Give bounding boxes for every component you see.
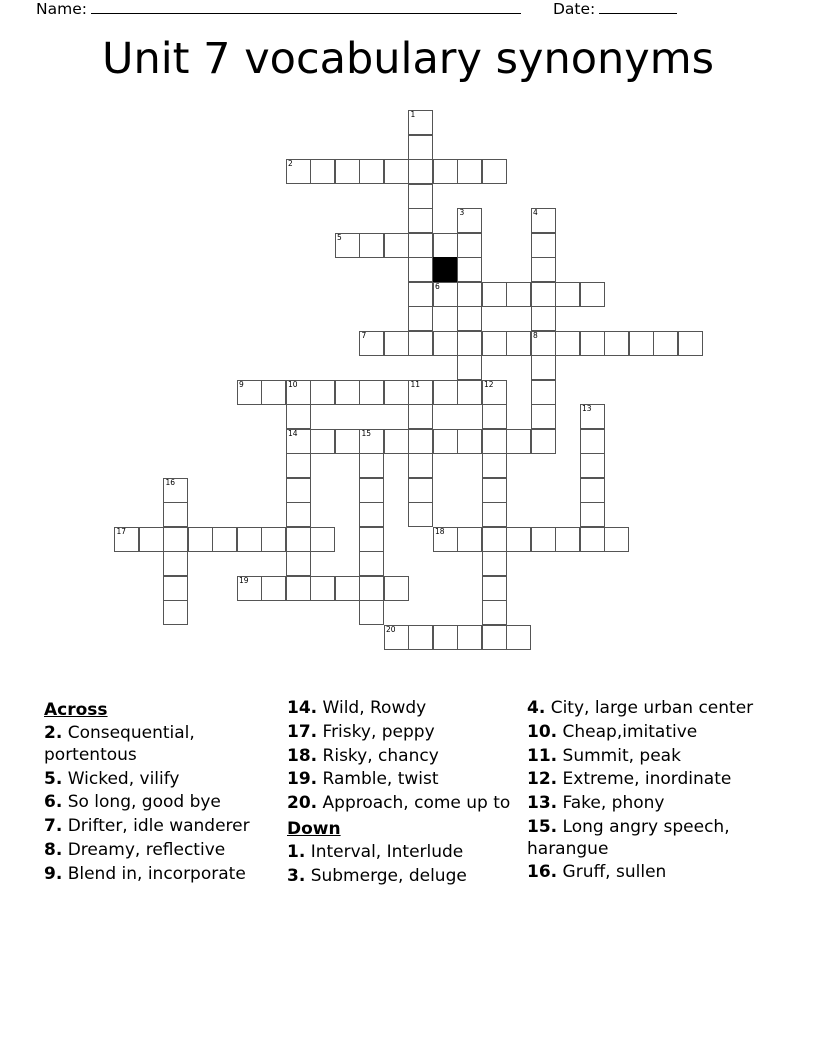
clue-number: 5. <box>44 768 63 789</box>
clue-text: City, large urban center <box>545 698 754 718</box>
clue-number: 7. <box>44 816 63 837</box>
clue-text: Wicked, vilify <box>62 768 180 789</box>
clue-across-5 <box>44 769 279 791</box>
clue-number: 11. <box>527 745 558 766</box>
crossword-cell[interactable] <box>580 478 605 503</box>
crossword-cell[interactable] <box>408 110 433 135</box>
crossword-block-cell <box>433 257 458 282</box>
clue-number: 16. <box>527 862 558 883</box>
crossword-cell[interactable] <box>580 527 605 552</box>
crossword-cell[interactable] <box>482 429 507 454</box>
crossword-cell[interactable] <box>457 257 482 282</box>
crossword-cell[interactable] <box>457 282 482 307</box>
crossword-cell-number: 19 <box>239 575 249 585</box>
crossword-cell-number: 10 <box>288 379 298 389</box>
crossword-cell[interactable] <box>286 380 311 405</box>
crossword-cell[interactable] <box>359 159 384 184</box>
crossword-cell[interactable] <box>335 576 360 601</box>
crossword-cell[interactable] <box>457 233 482 258</box>
crossword-cell[interactable] <box>555 527 580 552</box>
crossword-cell[interactable] <box>457 380 482 405</box>
clue-number: 14. <box>287 698 318 718</box>
crossword-cell[interactable] <box>408 404 433 429</box>
page-title: Unit 7 vocabulary synonyms <box>101 34 714 84</box>
crossword-cell[interactable] <box>555 282 580 307</box>
crossword-cell-number: 13 <box>582 404 592 413</box>
clue-number: 15. <box>527 816 558 837</box>
crossword-cell[interactable] <box>359 600 384 625</box>
crossword-cell[interactable] <box>482 159 507 184</box>
crossword-cell[interactable] <box>457 306 482 331</box>
clue-down-10 <box>527 722 766 744</box>
crossword-cell-number: 6 <box>435 281 440 291</box>
crossword-cell[interactable] <box>433 527 458 552</box>
clue-down-3 <box>287 866 519 888</box>
crossword-cell[interactable] <box>310 527 335 552</box>
clue-text: Drifter, idle wanderer <box>62 816 250 837</box>
crossword-cell[interactable] <box>212 527 237 552</box>
crossword-cell[interactable] <box>482 600 507 625</box>
crossword-cell[interactable] <box>310 429 335 454</box>
crossword-cell[interactable] <box>433 331 458 356</box>
crossword-cell[interactable] <box>359 527 384 552</box>
clue-down-13 <box>527 793 766 815</box>
crossword-cell[interactable] <box>359 233 384 258</box>
crossword-cell[interactable] <box>457 355 482 380</box>
crossword-cell[interactable] <box>531 233 556 258</box>
crossword-cell[interactable] <box>384 159 409 184</box>
crossword-cell-number: 9 <box>239 379 244 389</box>
clue-text: Dreamy, reflective <box>62 839 226 860</box>
crossword-cell[interactable] <box>408 429 433 454</box>
crossword-cell[interactable] <box>408 478 433 503</box>
crossword-cell[interactable] <box>384 576 409 601</box>
crossword-cell[interactable] <box>286 453 311 478</box>
crossword-cell[interactable] <box>457 625 482 650</box>
crossword-cell-number: 14 <box>288 428 298 438</box>
down-heading: Down <box>287 818 341 839</box>
crossword-cell[interactable] <box>531 208 556 233</box>
crossword-cell[interactable] <box>359 429 384 454</box>
clue-number: 17. <box>287 721 318 742</box>
crossword-cell[interactable] <box>237 380 262 405</box>
crossword-cell[interactable] <box>286 404 311 429</box>
crossword-cell[interactable] <box>384 233 409 258</box>
name-label: Name: <box>36 0 87 18</box>
across-heading: Across <box>44 700 108 720</box>
crossword-cell[interactable] <box>408 625 433 650</box>
clue-number: 6. <box>44 792 63 813</box>
crossword-cell[interactable] <box>482 380 507 405</box>
clue-text: Cheap,imitative <box>557 721 698 742</box>
clue-column-3 <box>527 698 774 886</box>
crossword-cell[interactable] <box>457 429 482 454</box>
clue-text: Summit, peak <box>557 745 681 766</box>
crossword-cell-number: 18 <box>435 526 445 536</box>
clue-number: 8. <box>44 839 63 860</box>
crossword-cell[interactable] <box>335 233 360 258</box>
crossword-cell[interactable] <box>433 159 458 184</box>
clue-column-1 <box>44 698 287 887</box>
crossword-cell-number: 12 <box>484 379 494 389</box>
clue-number: 4. <box>527 698 546 718</box>
crossword-cell[interactable] <box>359 576 384 601</box>
clue-number: 10. <box>527 721 558 742</box>
clue-number: 1. <box>287 841 306 862</box>
clue-across-18 <box>287 746 519 768</box>
crossword-cell-number: 8 <box>533 330 538 340</box>
crossword-cell[interactable] <box>506 331 531 356</box>
clue-number: 19. <box>287 769 318 790</box>
crossword-cell[interactable] <box>237 527 262 552</box>
crossword-cell[interactable] <box>261 576 286 601</box>
clue-text: Consequential, portentous <box>44 723 195 765</box>
crossword-cell[interactable] <box>261 527 286 552</box>
crossword-cell[interactable] <box>531 306 556 331</box>
crossword-cell[interactable] <box>163 527 188 552</box>
crossword-cell[interactable] <box>433 429 458 454</box>
crossword-cell[interactable] <box>457 208 482 233</box>
crossword-cell[interactable] <box>580 404 605 429</box>
clue-text: Interval, Interlude <box>305 841 464 862</box>
clue-across-7 <box>44 816 279 838</box>
clue-list <box>44 698 774 889</box>
crossword-cell[interactable] <box>163 502 188 527</box>
clue-number: 13. <box>527 793 558 813</box>
crossword-cell[interactable] <box>408 282 433 307</box>
crossword-cell-number: 15 <box>361 428 372 438</box>
crossword-cell[interactable] <box>286 576 311 601</box>
crossword-cell[interactable] <box>531 380 556 405</box>
crossword-cell[interactable] <box>335 429 360 454</box>
crossword-cell[interactable] <box>506 625 531 650</box>
crossword-cell[interactable] <box>433 380 458 405</box>
crossword-cell[interactable] <box>555 331 580 356</box>
clue-text: Blend in, incorporate <box>62 863 246 884</box>
crossword-cell[interactable] <box>482 282 507 307</box>
crossword-cell[interactable] <box>335 380 360 405</box>
crossword-cell[interactable] <box>408 502 433 527</box>
clue-text: Ramble, twist <box>317 769 439 790</box>
crossword-cell[interactable] <box>286 502 311 527</box>
crossword-cell-number: 5 <box>337 232 342 242</box>
clue-number: 12. <box>527 769 558 790</box>
crossword-cell-number: 16 <box>165 477 176 487</box>
clue-down-15 <box>527 817 766 861</box>
clue-across-9 <box>44 864 279 886</box>
clue-across-8 <box>44 840 279 862</box>
date-label: Date: <box>552 0 596 18</box>
crossword-cell[interactable] <box>531 429 556 454</box>
crossword-cell[interactable] <box>531 282 556 307</box>
clue-text: So long, good bye <box>62 792 221 813</box>
clue-text: Extreme, inordinate <box>557 769 732 790</box>
crossword-cell-number: 11 <box>410 379 421 389</box>
crossword-cell[interactable] <box>678 331 703 356</box>
crossword-cell[interactable] <box>335 159 360 184</box>
crossword-cell[interactable] <box>384 380 409 405</box>
crossword-cell[interactable] <box>139 527 164 552</box>
clue-text: Gruff, sullen <box>557 862 667 883</box>
crossword-cell-number: 7 <box>361 330 367 340</box>
crossword-cell[interactable] <box>408 135 433 160</box>
clue-down-16 <box>527 862 766 884</box>
crossword-cell[interactable] <box>580 453 605 478</box>
crossword-cell[interactable] <box>482 576 507 601</box>
clue-text: Long angry speech, harangue <box>527 816 730 859</box>
crossword-cell[interactable] <box>286 551 311 576</box>
crossword-cell[interactable] <box>408 306 433 331</box>
crossword-cell[interactable] <box>310 380 335 405</box>
clue-across-17 <box>287 722 519 744</box>
crossword-cell[interactable] <box>482 331 507 356</box>
crossword-cell[interactable] <box>482 478 507 503</box>
clue-number: 3. <box>287 865 306 886</box>
crossword-cell[interactable] <box>286 159 311 184</box>
crossword-cell[interactable] <box>188 527 213 552</box>
crossword-cell[interactable] <box>359 380 384 405</box>
crossword-cell[interactable] <box>482 551 507 576</box>
crossword-cell[interactable] <box>359 551 384 576</box>
crossword-cell[interactable] <box>310 576 335 601</box>
crossword-cell[interactable] <box>408 453 433 478</box>
crossword-cell[interactable] <box>408 184 433 209</box>
clue-across-6 <box>44 792 279 814</box>
clue-text: Frisky, peppy <box>317 721 435 742</box>
clue-text: Risky, chancy <box>317 745 439 766</box>
crossword-cell[interactable] <box>629 331 654 356</box>
crossword-cell-number: 4 <box>533 208 538 217</box>
crossword-cell[interactable] <box>482 502 507 527</box>
crossword-cell[interactable] <box>433 282 458 307</box>
crossword-cell[interactable] <box>580 429 605 454</box>
clue-number: 18. <box>287 745 318 766</box>
crossword-cell[interactable] <box>163 551 188 576</box>
crossword-cell[interactable] <box>310 159 335 184</box>
crossword-cell[interactable] <box>237 576 262 601</box>
crossword-cell[interactable] <box>457 331 482 356</box>
crossword-cell[interactable] <box>359 453 384 478</box>
crossword-cell-number: 17 <box>116 526 127 536</box>
crossword-cell[interactable] <box>457 527 482 552</box>
crossword-cell[interactable] <box>482 453 507 478</box>
clue-across-14 <box>287 698 519 720</box>
clue-down-1 <box>287 842 519 864</box>
crossword-cell[interactable] <box>604 527 629 552</box>
crossword-cell-number: 1 <box>410 110 416 119</box>
crossword-cell[interactable] <box>604 331 629 356</box>
crossword-cell[interactable] <box>506 527 531 552</box>
crossword-cell[interactable] <box>384 429 409 454</box>
clue-text: Wild, Rowdy <box>317 698 427 718</box>
clue-text: Approach, come up to <box>317 793 511 813</box>
crossword-cell[interactable] <box>531 404 556 429</box>
clue-number: 2. <box>44 723 63 744</box>
crossword-cell[interactable] <box>531 331 556 356</box>
crossword-cell[interactable] <box>482 404 507 429</box>
clue-number: 20. <box>287 793 318 813</box>
crossword-cell[interactable] <box>163 478 188 503</box>
crossword-cell[interactable] <box>531 527 556 552</box>
crossword-cell[interactable] <box>286 527 311 552</box>
crossword-cell[interactable] <box>506 282 531 307</box>
clue-number: 9. <box>44 863 63 884</box>
clue-down-4 <box>527 698 766 720</box>
clue-column-2 <box>287 698 527 889</box>
crossword-cell[interactable] <box>408 257 433 282</box>
clue-across-20 <box>287 793 519 815</box>
crossword-cell[interactable] <box>359 478 384 503</box>
crossword-cell[interactable] <box>433 233 458 258</box>
crossword-cell[interactable] <box>580 282 605 307</box>
crossword-cell-number: 20 <box>386 624 396 634</box>
crossword-cell[interactable] <box>531 257 556 282</box>
crossword-cell[interactable] <box>408 331 433 356</box>
crossword-cell[interactable] <box>531 355 556 380</box>
crossword-cell[interactable] <box>408 208 433 233</box>
crossword-cell[interactable] <box>408 380 433 405</box>
crossword-cell-number: 3 <box>459 208 465 217</box>
crossword-cell[interactable] <box>653 331 678 356</box>
crossword-cell[interactable] <box>580 502 605 527</box>
crossword-cell[interactable] <box>482 625 507 650</box>
crossword-cell[interactable] <box>163 576 188 601</box>
crossword-cell[interactable] <box>408 233 433 258</box>
clue-text: Fake, phony <box>557 793 665 813</box>
crossword-cell[interactable] <box>114 527 139 552</box>
crossword-cell[interactable] <box>163 600 188 625</box>
crossword-cell[interactable] <box>286 478 311 503</box>
crossword-cell[interactable] <box>482 527 507 552</box>
clue-text: Submerge, deluge <box>305 865 467 886</box>
crossword-cell[interactable] <box>457 159 482 184</box>
crossword-cell[interactable] <box>580 331 605 356</box>
crossword-cell-number: 2 <box>288 159 293 168</box>
clue-across-19 <box>287 769 519 791</box>
crossword-cell[interactable] <box>359 502 384 527</box>
crossword-cell[interactable] <box>433 625 458 650</box>
crossword-cell[interactable] <box>286 429 311 454</box>
crossword-cell[interactable] <box>384 625 409 650</box>
clue-down-11 <box>527 746 766 768</box>
crossword-cell[interactable] <box>506 429 531 454</box>
crossword-cell[interactable] <box>261 380 286 405</box>
crossword-cell[interactable] <box>359 331 384 356</box>
crossword-cell[interactable] <box>384 331 409 356</box>
crossword-cell[interactable] <box>408 159 433 184</box>
clue-down-12 <box>527 769 766 791</box>
clue-across-2 <box>44 723 279 767</box>
